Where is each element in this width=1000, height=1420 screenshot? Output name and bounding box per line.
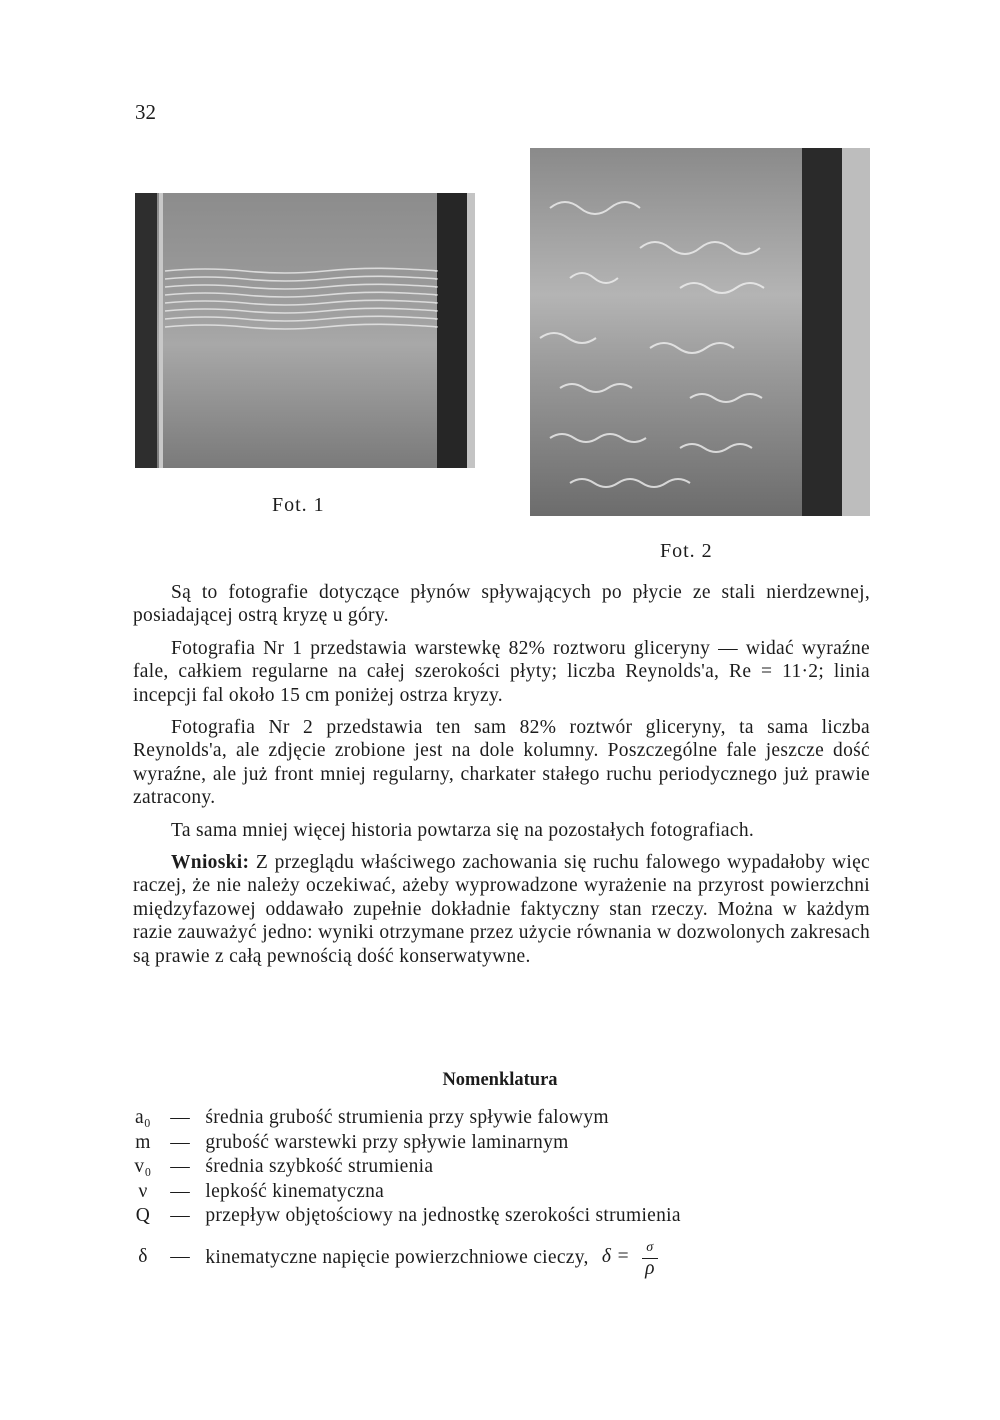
nomenclature-symbol: v₀ — [134, 1156, 152, 1177]
nomenclature-dash: — — [170, 1246, 191, 1268]
nomenclature-dash: — — [170, 1180, 191, 1202]
nomenclature-list — [131, 1107, 871, 1279]
nomenclature-item — [131, 1107, 871, 1132]
nomenclature-description: średnia grubość strumienia przy spływie falowym — [205, 1107, 609, 1128]
nomenclature-description: lepkość kinematyczna — [205, 1180, 385, 1202]
nomenclature-description: grubość warstewki przy spływie laminarnym — [205, 1131, 569, 1153]
paragraph-photo-2: Fotografia Nr 2 przedstawia ten sam 82% roztwór gliceryny, ta sama liczba Reynolds'a, ale zdjęcie zrobione jest na dole kolumny. Poszczególne fale jeszcze dość wyraźne, ale już front mniej regularny, charkater stałego ruchu periodycznego już prawie zatracony. — [133, 717, 870, 809]
nomenclature-item — [131, 1156, 871, 1181]
conclusion-text: Z przeglądu właściwego zachowania się ruchu falowego wypadałoby więc raczej, że nie należy oczekiwać, ażeby wyprowadzone wyrażenie na przyrost powierzchni międzyfazowej oddawało zupełnie dokładnie faktyczny stan rzeczy. Można w każdym razie zauważyć jedno: wyniki otrzymane przez użycie równania w dozwolonych zakresach są prawie z całą pewnością dość konserwatywne. — [133, 852, 870, 967]
paragraph-intro: Są to fotografie dotyczące płynów spływających po płycie ze stali nierdzewnej, posiadającej ostrą kryzę u góry. — [133, 582, 870, 627]
formula-denominator: ρ — [645, 1257, 655, 1279]
photo-fot-1 — [135, 193, 475, 468]
nomenclature-item — [131, 1132, 871, 1157]
formula-lhs: δ = — [601, 1246, 630, 1268]
paragraph-photo-1: Fotografia Nr 1 przedstawia warstewkę 82% roztworu gliceryny — widać wyraźne fale, całkiem regularne na całej szerokości płyty; liczba Reynolds'a, Re = 11·2; linia incepcji fal około 15 cm poniżej ostrza kryzy. — [133, 637, 870, 706]
nomenclature-dash: — — [170, 1156, 191, 1177]
nomenclature-symbol: a₀ — [134, 1107, 152, 1128]
nomenclature-description: średnia szybkość strumienia — [205, 1156, 434, 1177]
nomenclature-description: kinematyczne napięcie powierzchniowe cieczy, — [205, 1246, 589, 1268]
nomenclature-item — [131, 1205, 871, 1230]
formula-fraction — [641, 1238, 659, 1279]
caption-fot-1: Fot. 1 — [272, 494, 325, 516]
nomenclature-symbol: m — [135, 1131, 151, 1153]
nomenclature-symbol: Q — [135, 1205, 151, 1226]
nomenclature-symbol: ν — [138, 1180, 148, 1202]
photo-fot-2 — [530, 148, 870, 516]
formula-numerator: σ — [642, 1238, 657, 1259]
nomenclature-description: przepływ objętościowy na jednostkę szerokości strumienia — [205, 1205, 681, 1226]
caption-fot-2: Fot. 2 — [660, 540, 713, 562]
nomenclature-dash: — — [170, 1131, 191, 1153]
nomenclature-symbol: δ — [138, 1246, 148, 1268]
nomenclature-item — [131, 1181, 871, 1206]
body-text — [133, 581, 870, 977]
nomenclature-dash: — — [170, 1107, 191, 1128]
conclusion-label: Wnioski: — [171, 852, 250, 874]
nomenclature-title: Nomenklatura — [442, 1070, 558, 1090]
paragraph-conclusions — [133, 851, 870, 968]
page-number: 32 — [135, 100, 156, 124]
nomenclature-item — [131, 1238, 871, 1279]
paragraph-other-photos: Ta sama mniej więcej historia powtarza się na pozostałych fotografiach. — [171, 819, 755, 841]
nomenclature-dash: — — [170, 1205, 191, 1226]
